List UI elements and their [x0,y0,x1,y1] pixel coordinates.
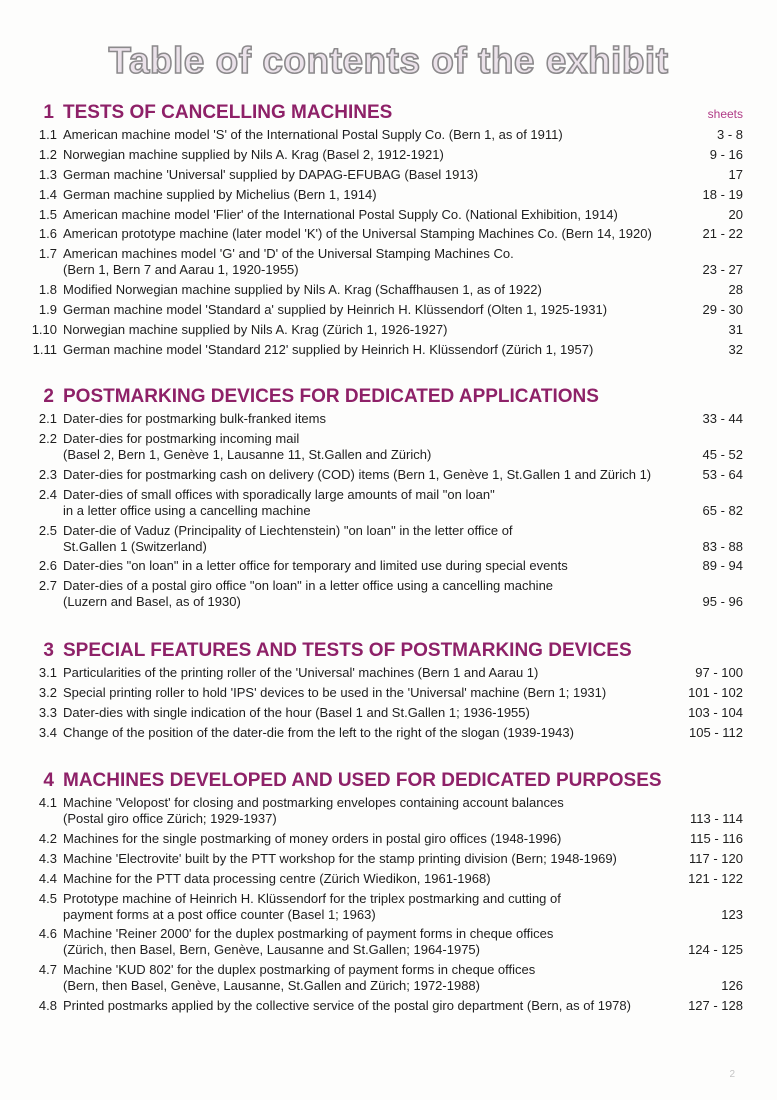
entry-sheets: 113 - 114 [689,811,743,826]
entry-description [63,246,693,278]
section-4 [0,769,777,1018]
entry-description [63,831,693,847]
section-number: 2 [43,386,54,407]
entry-text-line: (Bern 1, Bern 7 and Aarau 1, 1920-1955) [63,262,299,278]
toc-entry [0,322,777,338]
entry-number: 2.3 [38,466,57,482]
entry-number: 1.2 [38,146,57,162]
entry-text-line: Particularities of the printing roller of the 'Universal' machines (Bern 1 and Aarau 1) [63,665,539,680]
entry-number: 4.2 [38,830,57,846]
entry-description [63,558,693,574]
entry-sheets: 28 [728,282,743,298]
entry-sheets: 95 - 96 [702,594,743,610]
entry-number: 2.7 [38,578,57,594]
entry-text-line: Change of the position of the dater-die from the left to the right of the slogan (1939-1943) [63,724,574,740]
entry-text-line: Dater-dies for postmarking cash on delivery (COD) items (Bern 1, Genève 1, St.Gallen 1 and Zürich 1) [63,466,652,482]
entry-sheets: 32 [728,341,743,357]
entry-description [63,685,693,701]
section-number: 4 [43,770,54,791]
toc-entry [0,891,777,923]
toc-entry [0,467,777,483]
entry-description [63,665,693,681]
toc-entry [0,431,777,463]
toc-entry [0,795,777,827]
entry-number: 2.4 [38,486,57,502]
toc-entry [0,725,777,741]
toc-entry [0,411,777,427]
entry-number: 4.3 [38,850,57,866]
entry-description [63,795,693,827]
entry-text-line: Machines for the single postmarking of money orders in postal giro offices (1948-1996) [63,830,562,846]
entry-text-line: Dater-dies "on loan" in a letter office for temporary and limited use during special events [63,558,568,574]
entry-text-line: (Postal giro office Zürich; 1929-1937) [63,811,277,826]
section-header [0,101,777,124]
toc-entry [0,342,777,358]
toc-entry [0,487,777,519]
entry-number: 1.4 [38,186,57,202]
entry-description [63,342,693,358]
entry-number: 3.2 [38,684,57,700]
section-header [0,769,777,792]
entry-description [63,127,693,143]
toc-entry [0,302,777,318]
toc-entry [0,871,777,887]
entry-sheets: 20 [728,206,743,222]
section-header [0,639,777,662]
entry-description [63,282,693,298]
entry-sheets: 123 [721,906,743,922]
entry-text-line: (Zürich, then Basel, Bern, Genève, Lausanne and St.Gallen; 1964-1975) [63,942,480,958]
section-2 [0,385,777,614]
entry-sheets: 29 - 30 [702,302,743,318]
entry-sheets: 126 [721,978,743,994]
section-items [0,127,777,358]
entry-description [63,705,693,721]
entry-text-line: Machine 'Velopost' for closing and postmarking envelopes containing account balances [63,795,564,810]
toc-entry [0,998,777,1014]
entry-sheets: 115 - 116 [689,830,743,846]
entry-text-line: Prototype machine of Heinrich H. Klüssendorf for the triplex postmarking and cutting of [63,890,561,906]
section-title: MACHINES DEVELOPED AND USED FOR DEDICATED PURPOSES [63,770,662,791]
entry-number: 4.7 [38,962,57,978]
entry-sheets: 117 - 120 [689,850,743,866]
entry-text-line: payment forms at a post office counter (Basel 1; 1963) [63,906,376,922]
toc-entry [0,926,777,958]
entry-sheets: 45 - 52 [702,446,743,462]
page-title: Table of contents of the exhibit [108,40,669,81]
entry-sheets: 105 - 112 [689,724,743,740]
entry-text-line: Machine for the PTT data processing centre (Zürich Wiedikon, 1961-1968) [63,870,491,886]
entry-text-line: Machine 'KUD 802' for the duplex postmarking of payment forms in cheque offices [63,962,536,978]
entry-text-line: in a letter office using a cancelling machine [63,502,311,518]
toc-entry [0,282,777,298]
toc-entry [0,523,777,555]
entry-description [63,487,693,519]
entry-sheets: 97 - 100 [695,665,743,680]
section-title: POSTMARKING DEVICES FOR DEDICATED APPLICATIONS [63,386,599,407]
toc-entry [0,167,777,183]
entry-text-line: American machine model 'Flier' of the International Postal Supply Co. (National Exhibition, 1914) [63,206,618,222]
section-title: TESTS OF CANCELLING MACHINES [63,102,393,123]
toc-entry [0,207,777,223]
entry-number: 3.4 [38,724,57,740]
toc-entry [0,851,777,867]
entry-number: 4.4 [38,870,57,886]
entry-text-line: (Bern, then Basel, Genève, Lausanne, St.Gallen and Zürich; 1972-1988) [63,978,480,994]
toc-entry [0,705,777,721]
entry-sheets: 9 - 16 [709,146,743,162]
entry-number: 1.3 [38,166,57,182]
toc-entry [0,578,777,610]
sheets-column-label: sheets [707,107,743,121]
entry-number: 2.1 [38,411,57,426]
entry-sheets: 65 - 82 [702,502,743,518]
entry-text-line: American machine model 'S' of the International Postal Supply Co. (Bern 1, as of 1911) [63,127,563,142]
toc-entry [0,831,777,847]
toc-entry [0,665,777,681]
toc-entry [0,127,777,143]
entry-description [63,147,693,163]
entry-description [63,167,693,183]
entry-sheets: 103 - 104 [688,704,743,720]
toc-entry [0,187,777,203]
entry-description [63,523,693,555]
toc-entry [0,246,777,278]
entry-description [63,467,693,483]
entry-sheets: 101 - 102 [688,684,743,700]
entry-description [63,725,693,741]
entry-text-line: German machine supplied by Michelius (Bern 1, 1914) [63,186,377,202]
entry-sheets: 89 - 94 [702,558,743,574]
entry-description [63,207,693,223]
entry-sheets: 21 - 22 [702,226,743,242]
entry-number: 1.11 [32,341,57,357]
entry-text-line: Machine 'Reiner 2000' for the duplex postmarking of payment forms in cheque offices [63,926,554,942]
toc-entry [0,147,777,163]
entry-sheets: 33 - 44 [702,411,743,426]
entry-description [63,962,693,994]
section-header [0,385,777,408]
entry-text-line: Printed postmarks applied by the collective service of the postal giro department (Bern, as of 1978) [63,998,631,1014]
entry-text-line: Dater-dies of small offices with sporadically large amounts of mail "on loan" [63,486,495,502]
entry-number: 4.1 [38,795,57,810]
entry-number: 1.7 [38,246,57,262]
entry-description [63,226,693,242]
entry-description [63,431,693,463]
entry-text-line: Modified Norwegian machine supplied by Nils A. Krag (Schaffhausen 1, as of 1922) [63,282,542,298]
entry-sheets: 17 [728,166,743,182]
entry-text-line: Dater-dies for postmarking bulk-franked items [63,411,326,426]
entry-text-line: Norwegian machine supplied by Nils A. Krag (Zürich 1, 1926-1927) [63,322,448,338]
entry-text-line: Dater-die of Vaduz (Principality of Liechtenstein) "on loan" in the letter office of [63,522,513,538]
toc-entry [0,685,777,701]
entry-sheets: 18 - 19 [702,186,743,202]
entry-sheets: 31 [728,322,743,338]
entry-text-line: Dater-dies for postmarking incoming mail [63,430,300,446]
entry-number: 1.6 [38,226,57,242]
entry-description [63,411,693,427]
entry-text-line: American machines model 'G' and 'D' of the Universal Stamping Machines Co. [63,246,514,262]
entry-description [63,578,693,610]
section-items [0,411,777,610]
section-number: 1 [43,102,54,123]
entry-text-line: Special printing roller to hold 'IPS' devices to be used in the 'Universal' machine (Bern 1; 1931) [63,684,607,700]
entry-sheets: 121 - 122 [688,870,743,886]
section-items [0,665,777,741]
section-1 [0,101,777,362]
entry-number: 4.5 [38,890,57,906]
entry-description [63,302,693,318]
entry-text-line: German machine model 'Standard 212' supplied by Heinrich H. Klüssendorf (Zürich 1, 1957) [63,341,594,357]
entry-text-line: (Basel 2, Bern 1, Genève 1, Lausanne 11, St.Gallen and Zürich) [63,446,432,462]
entry-number: 4.8 [38,998,57,1014]
entry-description [63,926,693,958]
entry-number: 1.5 [38,206,57,222]
page-number: 2 [729,1069,735,1080]
entry-sheets: 127 - 128 [688,998,743,1014]
entry-number: 2.6 [38,558,57,574]
entry-number: 3.1 [38,665,57,680]
entry-description [63,187,693,203]
entry-number: 1.8 [38,282,57,298]
section-3 [0,639,777,745]
entry-number: 4.6 [38,926,57,942]
entry-text-line: American prototype machine (later model 'K') of the Universal Stamping Machines Co. (Bern 14, 1920) [63,226,652,242]
entry-description [63,998,693,1014]
entry-description [63,871,693,887]
entry-text-line: (Luzern and Basel, as of 1930) [63,594,241,610]
entry-number: 2.5 [38,522,57,538]
entry-text-line: Dater-dies with single indication of the hour (Basel 1 and St.Gallen 1; 1936-1955) [63,704,530,720]
entry-text-line: Norwegian machine supplied by Nils A. Krag (Basel 2, 1912-1921) [63,146,444,162]
entry-text-line: German machine model 'Standard a' supplied by Heinrich H. Klüssendorf (Olten 1, 1925-1931) [63,302,608,318]
section-title: SPECIAL FEATURES AND TESTS OF POSTMARKING DEVICES [63,640,632,661]
entry-sheets: 53 - 64 [702,466,743,482]
toc-entry [0,558,777,574]
entry-description [63,851,693,867]
entry-sheets: 23 - 27 [702,262,743,278]
entry-number: 1.10 [31,322,57,338]
entry-number: 3.3 [38,704,57,720]
section-number: 3 [43,640,54,661]
toc-entry [0,226,777,242]
entry-description [63,322,693,338]
entry-text-line: Machine 'Electrovite' built by the PTT workshop for the stamp printing division (Bern; 1948-1969) [63,850,617,866]
entry-number: 2.2 [38,430,57,446]
entry-number: 1.1 [38,127,57,142]
entry-sheets: 3 - 8 [716,127,743,142]
entry-sheets: 124 - 125 [688,942,743,958]
entry-text-line: St.Gallen 1 (Switzerland) [63,538,207,554]
section-items [0,795,777,1014]
entry-sheets: 83 - 88 [702,538,743,554]
entry-text-line: German machine 'Universal' supplied by DAPAG-EFUBAG (Basel 1913) [63,166,479,182]
entry-text-line: Dater-dies of a postal giro office "on loan" in a letter office using a cancelling machine [63,578,554,594]
entry-description [63,891,693,923]
toc-entry [0,962,777,994]
entry-number: 1.9 [38,302,57,318]
